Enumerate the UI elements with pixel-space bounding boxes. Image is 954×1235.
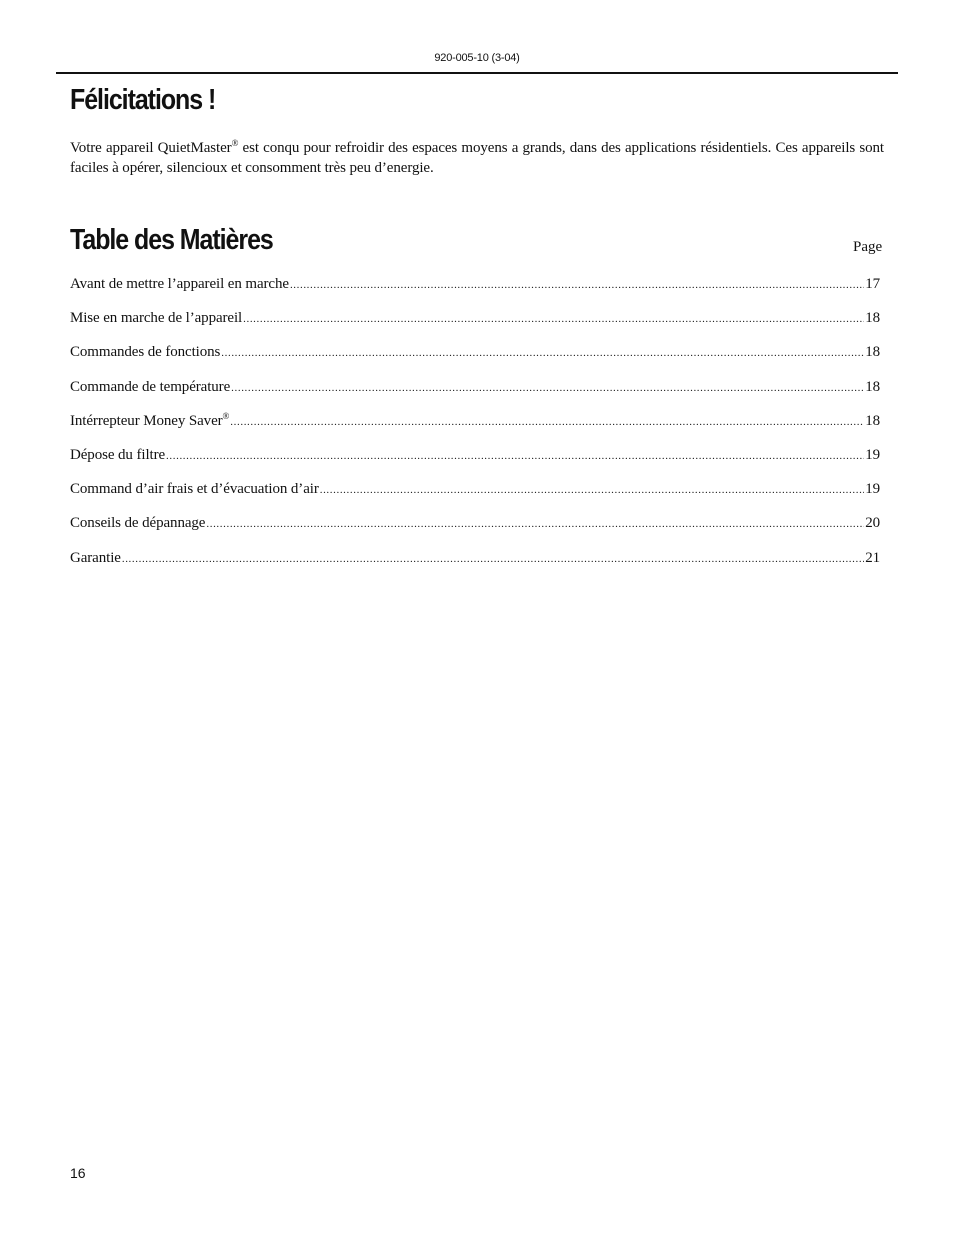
- toc-leader-dots: [166, 450, 864, 462]
- toc-entry-title: Conseils de dépannage: [70, 515, 206, 532]
- intro-text-part1: Votre appareil QuietMaster: [70, 140, 232, 156]
- toc-entry-page: 19: [865, 446, 880, 463]
- toc-leader-dots: [206, 518, 864, 530]
- toc-entry-page: 17: [865, 276, 880, 292]
- toc-entry-garantie[interactable]: [70, 550, 880, 584]
- toc-entry-title: Garantie: [70, 549, 121, 566]
- table-of-contents: [70, 276, 880, 584]
- toc-leader-dots: [122, 553, 864, 565]
- toc-entry-page: 18: [865, 378, 880, 395]
- registered-mark: ®: [231, 138, 239, 148]
- toc-leader-dots: [231, 382, 864, 394]
- toc-entry-page: 18: [865, 412, 880, 429]
- toc-heading: Table des Matières: [70, 224, 273, 256]
- toc-entry-title: Avant de mettre l’appareil en marche: [70, 276, 289, 292]
- toc-entry-depose-filtre[interactable]: [70, 447, 880, 481]
- toc-entry-money-saver[interactable]: [70, 410, 880, 447]
- toc-leader-dots: [243, 313, 864, 325]
- toc-entry-commandes-fonctions[interactable]: [70, 344, 880, 378]
- toc-entry-title: Commandes de fonctions: [70, 344, 221, 361]
- toc-entry-title: Intérrepteur Money Saver®: [70, 410, 230, 429]
- toc-leader-dots: [320, 484, 864, 496]
- intro-paragraph: [70, 138, 884, 178]
- toc-leader-dots: [230, 416, 864, 428]
- toc-entry-page: 18: [865, 344, 880, 361]
- toc-page-column-label: Page: [853, 239, 883, 255]
- toc-leader-dots: [221, 347, 864, 359]
- toc-entry-commande-temperature[interactable]: [70, 379, 880, 413]
- document-code: 920-005-10 (3-04): [434, 52, 520, 64]
- toc-entry-mise-en-marche[interactable]: [70, 310, 880, 344]
- toc-entry-page: 21: [865, 549, 880, 566]
- toc-leader-dots: [290, 279, 864, 291]
- congratulations-heading: Félicitations !: [70, 84, 216, 116]
- toc-entry-page: 19: [865, 481, 880, 498]
- toc-entry-avant-marche[interactable]: [70, 276, 880, 310]
- toc-entry-depannage[interactable]: [70, 515, 880, 549]
- intro-text-part2: est conqu pour refroidir des espaces moyens a grands, dans des applications résidentiels. Ces appareils sont faciles à opérer, silencioux et consomment très peu d’energie.: [70, 140, 884, 176]
- toc-entry-title: Commande de température: [70, 378, 231, 395]
- toc-entry-page: 20: [865, 515, 880, 532]
- toc-entry-title: Dépose du filtre: [70, 446, 166, 463]
- page-number: 16: [70, 1165, 86, 1181]
- toc-entry-title: Mise en marche de l’appareil: [70, 310, 243, 327]
- toc-entry-air-frais[interactable]: [70, 481, 880, 515]
- header-rule: [56, 72, 898, 74]
- toc-entry-page: 18: [865, 310, 880, 327]
- toc-entry-title: Command d’air frais et d’évacuation d’air: [70, 481, 319, 498]
